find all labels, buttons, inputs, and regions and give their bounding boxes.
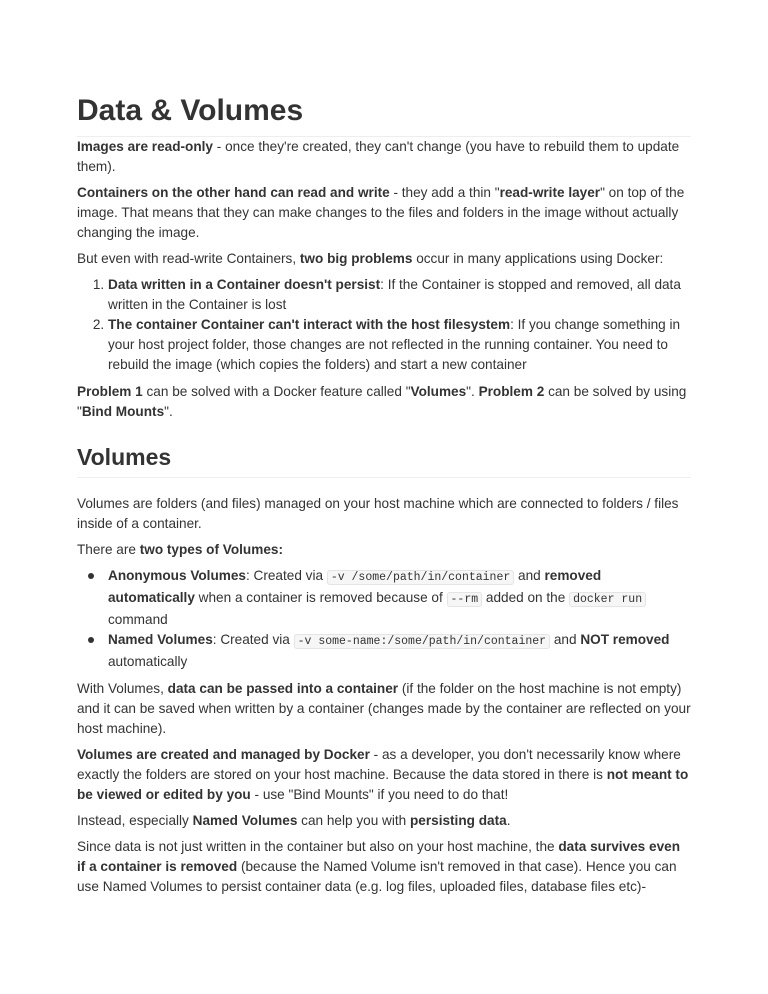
bold-text: Problem 1: [77, 384, 143, 399]
text: and: [550, 632, 581, 647]
text: - use "Bind Mounts" if you need to do that!: [250, 787, 509, 802]
text: can help you with: [297, 813, 410, 828]
text: (because the Named Volume isn't removed in that case). Hence you can use Named Volumes to persist container data (e.g. log files, uploaded files, database files etc)-: [77, 859, 677, 894]
document-body: [77, 137, 691, 897]
list-item: [108, 315, 691, 375]
text: With Volumes,: [77, 681, 168, 696]
bold-text: The container Container can't interact with the host filesystem: [108, 317, 511, 332]
bold-text: Problem 2: [478, 384, 545, 399]
bold-text: Anonymous Volumes: [108, 568, 246, 583]
bold-text: Containers on the other hand can read and write: [77, 185, 390, 200]
bold-text: data can be passed into a container: [167, 681, 399, 696]
text: can be solved with a Docker feature called ": [142, 384, 411, 399]
bold-text: persisting data: [409, 813, 507, 828]
text: : If the Container is stopped and removed, all data written in the Container is lost: [108, 277, 681, 312]
paragraph: [77, 679, 691, 739]
list-item: [108, 275, 691, 315]
bold-text: Volumes: [410, 384, 467, 399]
list-item: [108, 630, 691, 672]
inline-code: -v /some/path/in/container: [327, 570, 514, 585]
text: occur in many applications using Docker:: [412, 251, 664, 266]
bold-text: removed automatically: [108, 568, 602, 605]
paragraph: [77, 382, 691, 422]
bold-text: Data written in a Container doesn't persist: [108, 277, 381, 292]
bold-text: Named Volumes: [192, 813, 298, 828]
text: - they add a thin ": [389, 185, 500, 200]
text: ".: [466, 384, 479, 399]
bullet-list: [77, 566, 691, 672]
bold-text: NOT removed: [580, 632, 670, 647]
paragraph: [77, 183, 691, 243]
paragraph: [77, 837, 691, 897]
inline-code: docker run: [569, 592, 646, 607]
bold-text: not meant to be viewed or edited by you: [77, 767, 689, 802]
bold-text: data survives even if a container is removed: [77, 839, 681, 874]
bold-text: two big problems: [299, 251, 413, 266]
paragraph: [77, 540, 691, 560]
text: command: [108, 612, 168, 627]
text: .: [506, 813, 511, 828]
section-heading: Volumes: [77, 442, 691, 478]
text: - once they're created, they can't change (you have to rebuild them to update them).: [77, 139, 680, 174]
inline-code: -v some-name:/some/path/in/container: [294, 634, 550, 649]
text: and: [514, 568, 545, 583]
inline-code: --rm: [447, 592, 483, 607]
text: automatically: [108, 654, 188, 669]
text: added on the: [482, 590, 570, 605]
text: : If you change something in your host project folder, those changes are not reflected in the running container. You need to rebuild the image (which copies the folders) and start a new container: [108, 317, 681, 372]
paragraph: [77, 494, 691, 534]
text: ".: [164, 404, 173, 419]
bold-text: Named Volumes: [108, 632, 213, 647]
text: - as a developer, you don't necessarily know where exactly the folders are stored on your host machine. Because the data stored in there is: [77, 747, 681, 782]
document: [77, 92, 691, 903]
text: (if the folder on the host machine is not empty) and it can be saved when written by a container (changes made by the container are reflected on your host machine).: [77, 681, 691, 736]
paragraph: [77, 249, 691, 269]
text: There are: [77, 542, 140, 557]
bold-text: read-write layer: [499, 185, 601, 200]
text: when a container is removed because of: [194, 590, 447, 605]
text: " on top of the image. That means that they can make changes to the files and folders in the image without actually changing the image.: [77, 185, 685, 240]
bold-text: Images are read-only: [77, 139, 213, 154]
bold-text: Bind Mounts: [81, 404, 165, 419]
text: : Created via: [212, 632, 294, 647]
paragraph: [77, 811, 691, 831]
text: Volumes are folders (and files) managed on your host machine which are connected to folders / files inside of a container.: [77, 496, 679, 531]
paragraph: [77, 745, 691, 805]
numbered-list: [77, 275, 691, 375]
bold-text: two types of Volumes:: [139, 542, 283, 557]
text: But even with read-write Containers,: [77, 251, 300, 266]
bold-text: Volumes are created and managed by Docker: [77, 747, 370, 762]
text: can be solved by using ": [77, 384, 687, 419]
text: : Created via: [245, 568, 327, 583]
text: Since data is not just written in the container but also on your host machine, the: [77, 839, 559, 854]
text: Instead, especially: [77, 813, 193, 828]
paragraph: [77, 137, 691, 177]
list-item: [108, 566, 691, 630]
page-title: Data & Volumes: [77, 92, 691, 137]
